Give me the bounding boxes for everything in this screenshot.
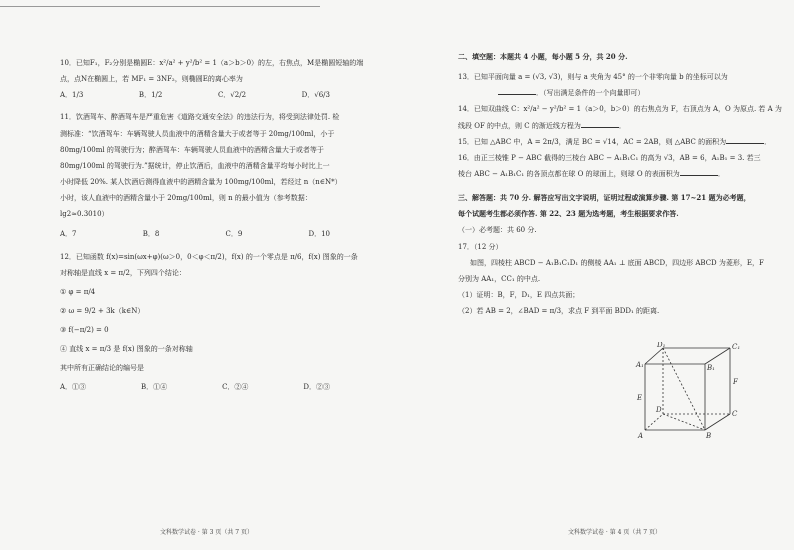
q12-ask: 其中所有正确结论的编号是: [60, 364, 144, 373]
q11-option-a: A．7: [60, 230, 77, 239]
q13-note: ．（写出满足条件的一个向量即可）: [536, 89, 645, 98]
label-c1: C₁: [732, 343, 741, 351]
label-d: D: [656, 406, 662, 414]
label-c: C: [732, 410, 738, 418]
q15-text: 15．已知 △ABC 中，A = 2π/3，满足 BC = √14，AC = 2AB，则 △ABC 的面积为: [458, 137, 727, 146]
answer-blank: [498, 88, 536, 95]
diagonal-d1b: [663, 348, 705, 430]
q10-option-b: B．1/2: [138, 91, 163, 100]
label-b: B: [706, 432, 712, 440]
question-14: [458, 104, 782, 130]
right-page: [458, 52, 782, 322]
q16-line1: 16．由正三棱锥 P − ABC 截得的三棱台 ABC − A₁B₁C₁ 的高为 √3，AB = 6，A₁B₁ = 3. 若三: [458, 153, 761, 162]
edge-bc: [705, 414, 730, 430]
label-a: A: [638, 432, 644, 440]
q14-line1: 14．已知双曲线 C：x²/a² − y²/b² = 1（a＞0，b＞0）的右焦点为 F，右顶点为 A，O 为原点. 若 A 为: [458, 105, 782, 114]
q12-options: [60, 382, 330, 392]
q12-claim-3: ③ f(−π/2) = 0: [60, 326, 109, 335]
label-b1: B₁: [707, 364, 715, 372]
edge-d1a1: [645, 348, 663, 364]
q17-part2: （2）若 AB = 2，∠BAD = π/3，求点 F 到平面 BDD₁ 的距离.: [458, 307, 660, 316]
diagonal-db: [663, 414, 705, 430]
q12-line1: 12．已知函数 f(x)=sin(ωx+φ)(ω＞0，0＜φ＜π/2)，f(x) 的一个零点是 π/6，f(x) 图象的一条: [60, 252, 358, 261]
prism-figure: [635, 342, 750, 446]
left-page-footer: 文科数学试卷 · 第 3 页（共 7 页）: [160, 529, 253, 536]
q10-option-a: A．1/3: [60, 91, 84, 100]
question-12: [60, 252, 390, 392]
q14-line2: 线段 OF 的中点，则 C 的渐近线方程为 ．: [458, 121, 626, 130]
left-page: [60, 58, 390, 404]
q11-options: [60, 229, 330, 239]
question-10: [60, 58, 390, 100]
answer-blank: [726, 137, 764, 144]
q17-line1: 如图，四棱柱 ABCD − A₁B₁C₁D₁ 的侧棱 AA₁ ⊥ 底面 ABCD，四边形 ABCD 为菱形，E，F: [470, 258, 764, 267]
label-d1: D₁: [657, 342, 666, 349]
section-3-subheader: （一）必考题：共 60 分.: [458, 226, 537, 235]
q12-option-b: B．①④: [140, 382, 168, 391]
q12-claim-2: ② ω = 9/2 + 3k（k∈N）: [60, 306, 145, 315]
q17-part1: （1）证明：B，F，D₁，E 四点共面；: [458, 290, 580, 299]
label-a1: A₁: [636, 361, 644, 369]
q11-line: 11．饮酒驾车、醉酒驾车是严重危害《道路交通安全法》的违法行为，将受到法律处罚. 检: [60, 113, 340, 122]
top-rule: [0, 6, 320, 7]
q15-line: 15．已知 △ABC 中，A = 2π/3，满足 BC = √14，AC = 2AB，则 △ABC 的面积为 ．: [458, 137, 772, 146]
edge-ad: [645, 414, 663, 430]
edge-c1b1: [705, 348, 730, 364]
section-3-header: 三、解答题：共 70 分. 解答应写出文字说明，证明过程或演算步骤. 第 17~21 题为必考题，: [458, 193, 751, 203]
q10-line2: 点，点N在椭圆上，若 MF₁ = 3NF₂，则椭圆E的离心率为: [60, 75, 243, 84]
label-f: F: [733, 378, 738, 386]
q11-line: lg2≈0.3010）: [60, 210, 109, 219]
q11-option-b: B．8: [142, 230, 160, 239]
question-13: [458, 72, 778, 98]
q10-line1: 10．已知F₁，F₂分别是椭圆E：x²/a² + y²/b² = 1（a＞b＞0）的左，右焦点，M是椭圆短轴的端: [60, 59, 364, 67]
question-15: [458, 137, 778, 147]
question-17: [458, 242, 778, 317]
q14-text: 线段 OF 的中点，则 C 的渐近线方程为: [458, 121, 581, 130]
q11-option-d: D．10: [308, 230, 330, 239]
prism-diagram: [635, 342, 750, 442]
q13-line2: [458, 88, 778, 98]
q12-line2: 对称轴是直线 x = π/2，下列四个结论：: [60, 268, 186, 277]
question-11: [60, 112, 390, 239]
q17-head: 17．（12 分）: [458, 242, 503, 251]
q12-claim-4: ④ 直线 x = π/3 是 f(x) 图象的一条对称轴: [60, 345, 193, 354]
q11-line: 小时降低 20%. 某人饮酒后测得血液中的酒精含量为 100mg/100ml，若经过 n（n∈N*）: [60, 177, 342, 186]
label-e: E: [637, 394, 643, 402]
answer-blank: [680, 169, 718, 176]
section-3-header-cont: 每个试题考生都必须作答. 第 22、23 题为选考题，考生根据要求作答.: [458, 209, 679, 219]
q11-line: 80mg/100ml 的驾驶行为.”据统计，停止饮酒后，血液中的酒精含量平均每小时比上一: [60, 161, 330, 170]
q12-option-a: A．①③: [60, 382, 87, 391]
q10-option-c: C．√2/2: [217, 91, 247, 100]
q11-line: 80mg/100ml 的驾驶行为；醉酒驾车：车辆驾驶人员血液中的酒精含量大于或者等于: [60, 145, 324, 154]
q12-claim-1: ① φ = π/4: [60, 287, 96, 296]
q13-line1: 13．已知平面向量 a = (√3, √3)，则与 a 夹角为 45° 的一个非零向量 b 的坐标可以为: [458, 73, 728, 82]
q11-option-c: C．9: [225, 230, 243, 239]
q10-option-d: D．√6/3: [301, 91, 330, 100]
q16-text: 棱台 ABC − A₁B₁C₁ 的各顶点都在球 O 的球面上，则球 O 的表面积为: [458, 169, 680, 178]
section-2-header: 二、填空题：本题共 4 小题，每小题 5 分，共 20 分.: [458, 52, 628, 61]
q10-options: [60, 90, 330, 100]
q17-line2: 分别为 AA₁，CC₁ 的中点.: [458, 274, 541, 283]
right-page-footer: 文科数学试卷 · 第 4 页（共 7 页）: [568, 529, 661, 536]
q11-line: 测标准：“饮酒驾车：车辆驾驶人员血液中的酒精含量大于或者等于 20mg/100ml，小于: [60, 129, 335, 138]
q16-line2: 棱台 ABC − A₁B₁C₁ 的各顶点都在球 O 的球面上，则球 O 的表面积为 ．: [458, 169, 725, 178]
q11-line: 小时，该人血液中的酒精含量小于 20mg/100ml，则 n 的最小值为（参考数据：: [60, 194, 312, 203]
answer-blank: [581, 121, 619, 128]
q12-option-d: D．②③: [303, 382, 330, 391]
question-16: [458, 153, 778, 179]
q12-option-c: C．②④: [222, 382, 249, 391]
